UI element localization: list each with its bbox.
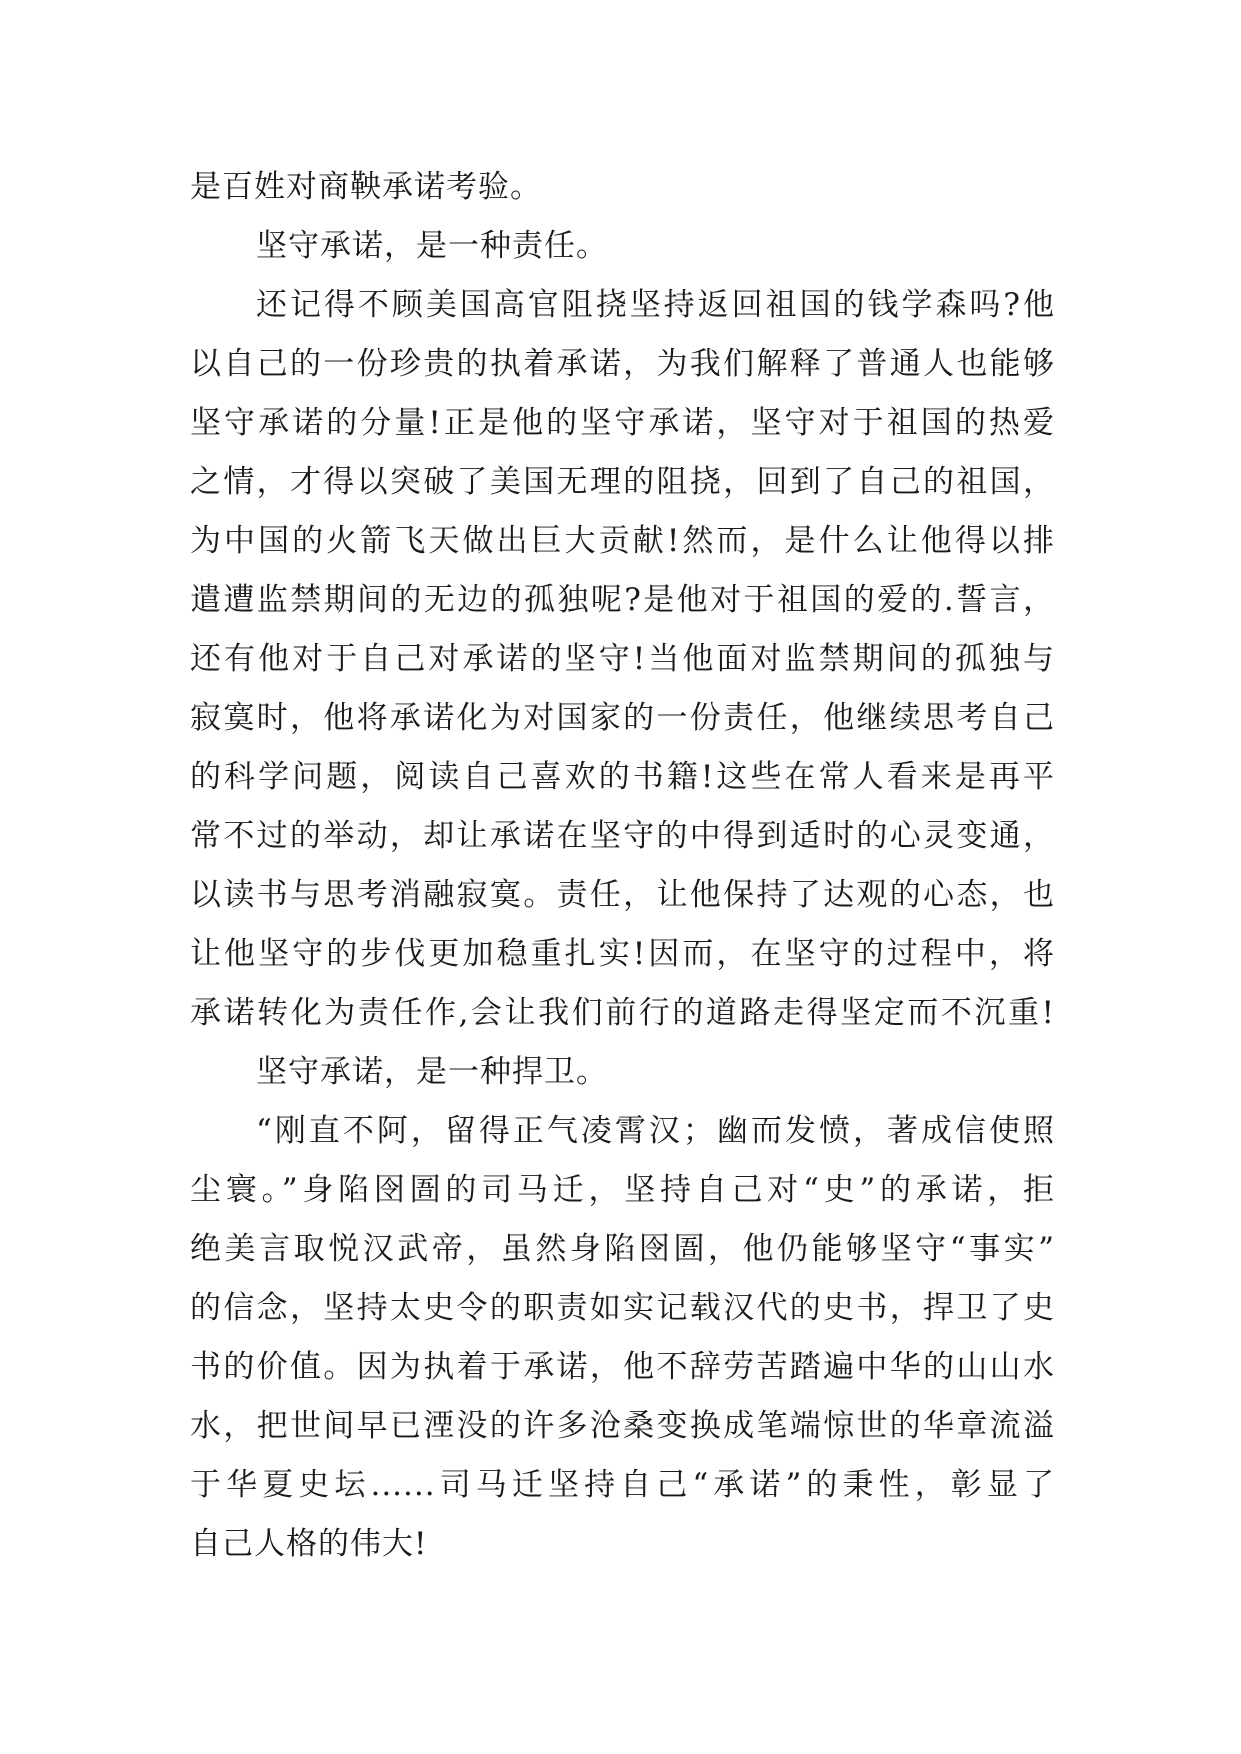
text-line: 自己人格的伟大! — [190, 1526, 428, 1562]
document-body — [190, 158, 1055, 1574]
text-line: 之情，才得以突破了美国无理的阻挠，回到了自己的祖国， — [190, 464, 1055, 500]
text-line: “刚直不阿，留得正气凌霄汉；幽而发愤，著成信使照 — [256, 1113, 1055, 1149]
text-line: 于华夏史坛......司马迁坚持自己“承诺”的秉性，彰显了 — [190, 1467, 1055, 1503]
text-line: 常不过的举动，却让承诺在坚守的中得到适时的心灵变通， — [190, 818, 1055, 854]
text-line: 绝美言取悦汉武帝，虽然身陷囹圄，他仍能够坚守“事实” — [190, 1231, 1055, 1267]
text-line: 寂寞时，他将承诺化为对国家的一份责任，他继续思考自己 — [190, 700, 1055, 736]
text-line: 的信念，坚持太史令的职责如实记载汉代的史书，捍卫了史 — [190, 1290, 1055, 1326]
text-line: 水，把世间早已湮没的许多沧桑变换成笔端惊世的华章流溢 — [190, 1408, 1055, 1444]
text-line: 以自己的一份珍贵的执着承诺，为我们解释了普通人也能够 — [190, 346, 1055, 382]
text-line: 让他坚守的步伐更加稳重扎实!因而，在坚守的过程中，将 — [190, 936, 1055, 972]
text-line: 书的价值。因为执着于承诺，他不辞劳苦踏遍中华的山山水 — [190, 1349, 1055, 1385]
text-line: 还有他对于自己对承诺的坚守!当他面对监禁期间的孤独与 — [190, 641, 1055, 677]
text-line: 的科学问题，阅读自己喜欢的书籍!这些在常人看来是再平 — [190, 759, 1055, 795]
text-line: 以读书与思考消融寂寞。责任，让他保持了达观的心态，也 — [190, 877, 1055, 913]
text-line: 坚守承诺的分量!正是他的坚守承诺，坚守对于祖国的热爱 — [190, 405, 1055, 441]
text-line: 承诺转化为责任作,会让我们前行的道路走得坚定而不沉重! — [190, 995, 1055, 1031]
text-line: 是百姓对商鞅承诺考验。 — [190, 169, 542, 205]
text-line: 尘寰。”身陷囹圄的司马迁，坚持自己对“史”的承诺，拒 — [190, 1172, 1055, 1208]
text-line: 遣遭监禁期间的无边的孤独呢?是他对于祖国的爱的.誓言， — [190, 582, 1055, 618]
section-heading-responsibility: 坚守承诺，是一种责任。 — [256, 228, 608, 264]
section-heading-defense: 坚守承诺，是一种捍卫。 — [256, 1054, 608, 1090]
text-line: 还记得不顾美国高官阻挠坚持返回祖国的钱学森吗?他 — [256, 287, 1055, 323]
text-line: 为中国的火箭飞天做出巨大贡献!然而，是什么让他得以排 — [190, 523, 1055, 559]
